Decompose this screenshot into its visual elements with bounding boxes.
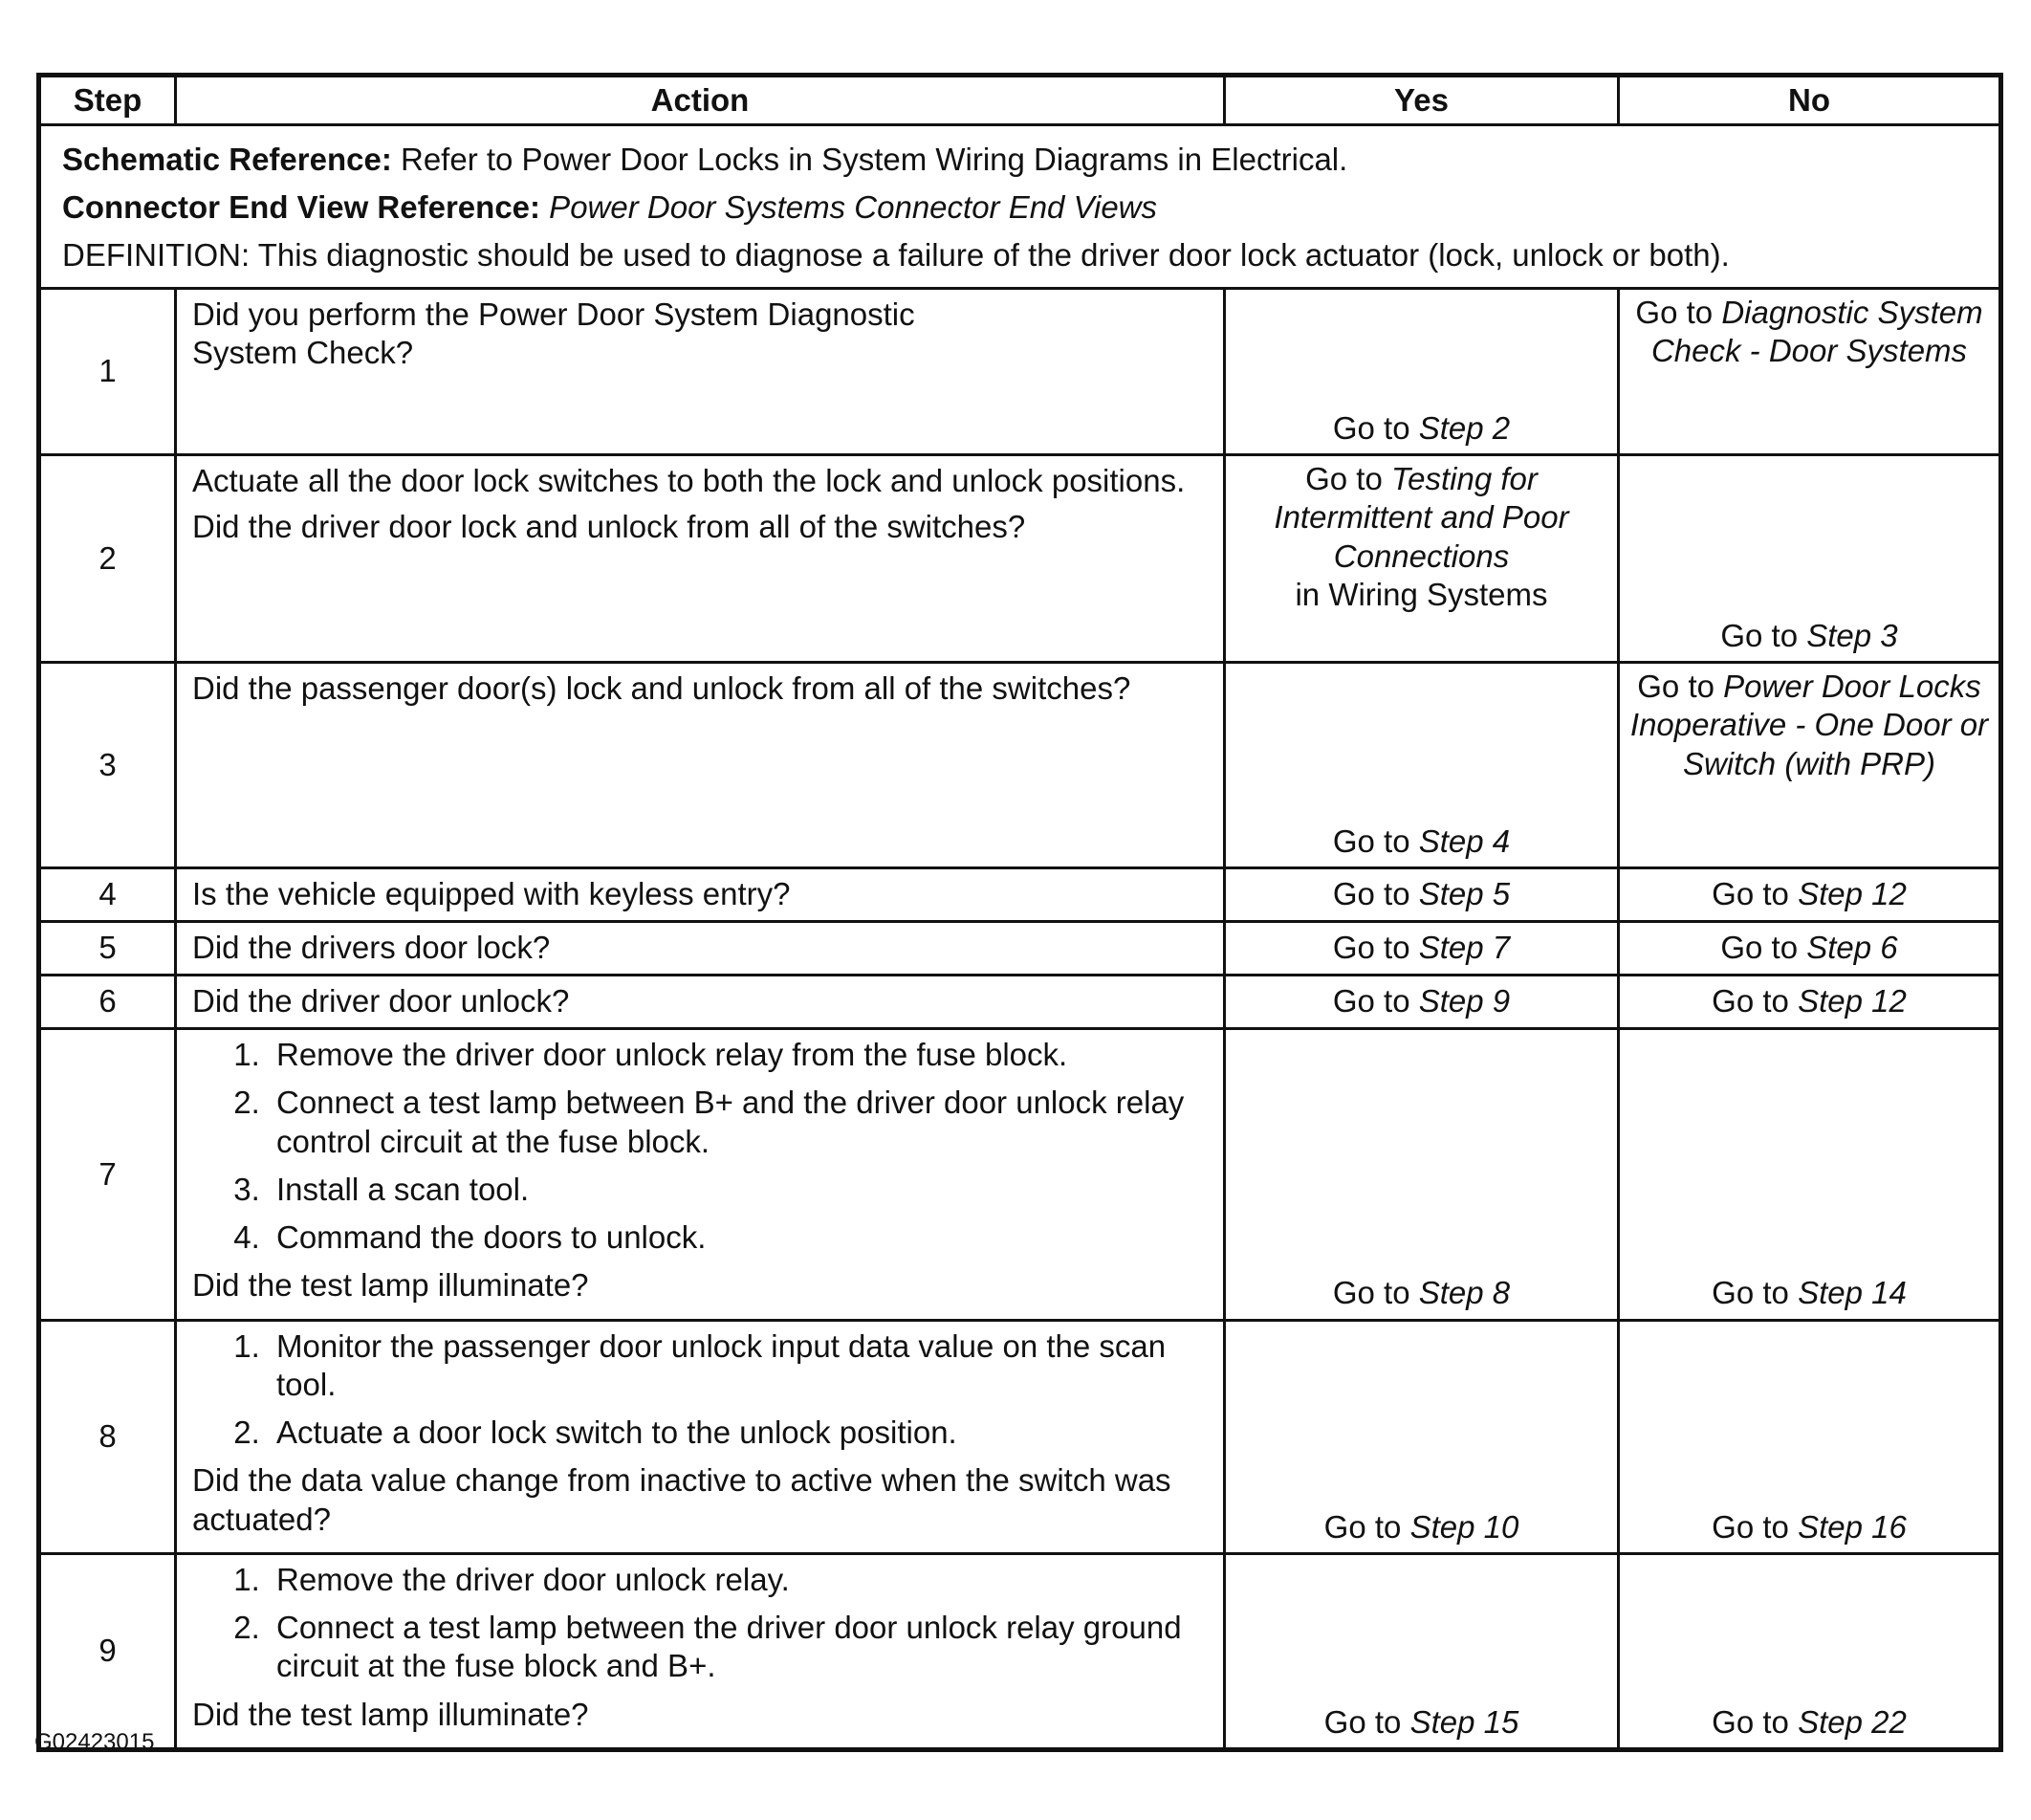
no-target-link[interactable]: Step 14 [1798, 1275, 1907, 1311]
action-question: Did the test lamp illuminate? [192, 1696, 589, 1732]
no-target-link[interactable]: Power Door Locks Inoperative - One Door or Switch (with PRP) [1629, 669, 1989, 781]
no-cell [1619, 289, 2001, 455]
yes-suffix: in Wiring Systems [1295, 576, 1548, 612]
list-item: 2. Connect a test lamp between the driver door unlock relay ground circuit at the fuse block and B+. [269, 1609, 1208, 1686]
yes-cell [1225, 455, 1619, 663]
action-cell [176, 455, 1225, 663]
header-yes: Yes [1225, 76, 1619, 125]
no-prefix: Go to [1635, 295, 1722, 330]
connector-reference [62, 184, 1977, 231]
no-prefix: Go to [1712, 1508, 1799, 1545]
action-cell [176, 289, 1225, 455]
yes-target-link[interactable]: Step 2 [1418, 409, 1511, 446]
list-item: 4. Command the doors to unlock. [269, 1218, 1208, 1257]
step-number: 5 [39, 922, 176, 976]
step-number: 6 [39, 976, 176, 1029]
yes-cell [1225, 289, 1619, 455]
yes-prefix: Go to [1332, 1275, 1419, 1311]
reference-row [39, 125, 2001, 289]
no-target-link[interactable]: Step 22 [1798, 1703, 1907, 1740]
action-steps-list [192, 1561, 1208, 1686]
action-cell: Is the vehicle equipped with keyless entry? [176, 868, 1225, 922]
step-number: 4 [39, 868, 176, 922]
action-cell [176, 1029, 1225, 1321]
yes-target-link[interactable]: Step 9 [1418, 983, 1511, 1020]
no-cell [1619, 663, 2001, 868]
no-prefix: Go to [1712, 876, 1799, 912]
yes-prefix: Go to [1332, 876, 1419, 912]
yes-cell [1225, 1553, 1619, 1749]
list-item: 1. Remove the driver door unlock relay. [269, 1561, 1208, 1599]
step-number: 3 [39, 663, 176, 868]
diagnostic-table-sheet [36, 73, 1998, 1752]
action-line: Did you perform the Power Door System Diagnostic [192, 296, 915, 332]
yes-target-link[interactable]: Step 10 [1409, 1508, 1519, 1545]
no-cell [1619, 455, 2001, 663]
no-target-link[interactable]: Step 12 [1798, 983, 1907, 1020]
yes-prefix: Go to [1332, 930, 1419, 966]
yes-prefix: Go to [1332, 983, 1419, 1020]
yes-cell [1225, 1320, 1619, 1553]
no-cell [1619, 868, 2001, 922]
action-cell [176, 1553, 1225, 1749]
step-number: 1 [39, 289, 176, 455]
step-number: 2 [39, 455, 176, 663]
yes-target-link[interactable]: Step 4 [1418, 822, 1511, 859]
action-text: Actuate all the door lock switches to both the lock and unlock positions. [192, 463, 1186, 498]
schematic-text: Refer to Power Door Locks in System Wiring Diagrams in Electrical. [391, 142, 1348, 177]
no-prefix: Go to [1712, 983, 1799, 1020]
step-number: 9 [39, 1553, 176, 1749]
yes-prefix: Go to [1305, 461, 1391, 496]
header-step: Step [39, 76, 176, 125]
yes-cell [1225, 1029, 1619, 1321]
no-cell [1619, 1320, 2001, 1553]
yes-prefix: Go to [1332, 409, 1419, 446]
connector-text: Power Door Systems Connector End Views [540, 189, 1158, 225]
list-item: 2. Connect a test lamp between B+ and the driver door unlock relay control circuit at the fuse block. [269, 1084, 1208, 1161]
action-cell [176, 1320, 1225, 1553]
no-prefix: Go to [1637, 669, 1724, 704]
yes-cell [1225, 922, 1619, 976]
table-row [39, 1320, 2001, 1553]
list-item: 3. Install a scan tool. [269, 1171, 1208, 1209]
no-prefix: Go to [1712, 1703, 1799, 1740]
yes-target-link[interactable]: Step 15 [1409, 1703, 1519, 1740]
action-line: System Check? [192, 335, 414, 371]
step-number: 8 [39, 1320, 176, 1553]
table-row [39, 1029, 2001, 1321]
definition: DEFINITION: This diagnostic should be used to diagnose a failure of the driver door lock actuator (lock, unlock or both). [62, 237, 1730, 273]
yes-prefix: Go to [1323, 1703, 1410, 1740]
no-prefix: Go to [1712, 1275, 1799, 1311]
yes-cell [1225, 976, 1619, 1029]
no-cell [1619, 1029, 2001, 1321]
header-no: No [1619, 76, 2001, 125]
action-cell: Did the drivers door lock? [176, 922, 1225, 976]
action-question: Did the test lamp illuminate? [192, 1267, 589, 1304]
yes-prefix: Go to [1323, 1508, 1410, 1545]
no-target-link[interactable]: Step 12 [1798, 876, 1907, 912]
header-row [39, 76, 2001, 125]
no-target-link[interactable]: Step 16 [1798, 1508, 1907, 1545]
yes-cell [1225, 868, 1619, 922]
table-row [39, 976, 2001, 1029]
yes-cell [1225, 663, 1619, 868]
no-prefix: Go to [1720, 617, 1807, 653]
table-row [39, 663, 2001, 868]
no-target-link[interactable]: Step 6 [1806, 930, 1898, 966]
table-row [39, 455, 2001, 663]
table-row [39, 289, 2001, 455]
schematic-label: Schematic Reference: [62, 142, 392, 177]
no-cell [1619, 1553, 2001, 1749]
yes-target-link[interactable]: Step 7 [1418, 930, 1511, 966]
no-cell [1619, 976, 2001, 1029]
yes-target-link[interactable]: Step 8 [1418, 1275, 1511, 1311]
schematic-reference [62, 136, 1977, 184]
table-row [39, 922, 2001, 976]
yes-prefix: Go to [1332, 822, 1419, 859]
figure-id: G02423015 [34, 1729, 155, 1755]
table-row [39, 1553, 2001, 1749]
no-cell [1619, 922, 2001, 976]
connector-label: Connector End View Reference: [62, 189, 541, 225]
no-prefix: Go to [1720, 930, 1807, 966]
action-cell: Did the passenger door(s) lock and unlock from all of the switches? [176, 663, 1225, 868]
action-question: Did the driver door lock and unlock from all of the switches? [192, 509, 1026, 545]
action-question: Did the data value change from inactive to active when the switch was actuated? [192, 1462, 1171, 1537]
action-cell: Did the driver door unlock? [176, 976, 1225, 1029]
list-item: 1. Remove the driver door unlock relay from the fuse block. [269, 1036, 1208, 1074]
yes-target-link[interactable]: Step 5 [1418, 876, 1511, 912]
no-target-link[interactable]: Diagnostic System Check - Door Systems [1650, 295, 1983, 369]
action-steps-list [192, 1327, 1208, 1453]
step-number: 7 [39, 1029, 176, 1321]
list-item: 2. Actuate a door lock switch to the unlock position. [269, 1414, 1208, 1452]
header-action: Action [176, 76, 1225, 125]
action-steps-list [192, 1036, 1208, 1257]
yes-target-link[interactable]: Testing for Intermittent and Poor Connections [1274, 461, 1569, 574]
table-row [39, 868, 2001, 922]
reference-cell [39, 125, 2001, 289]
no-target-link[interactable]: Step 3 [1806, 617, 1898, 653]
list-item: 1. Monitor the passenger door unlock input data value on the scan tool. [269, 1327, 1208, 1405]
diagnostic-table [36, 73, 2003, 1752]
